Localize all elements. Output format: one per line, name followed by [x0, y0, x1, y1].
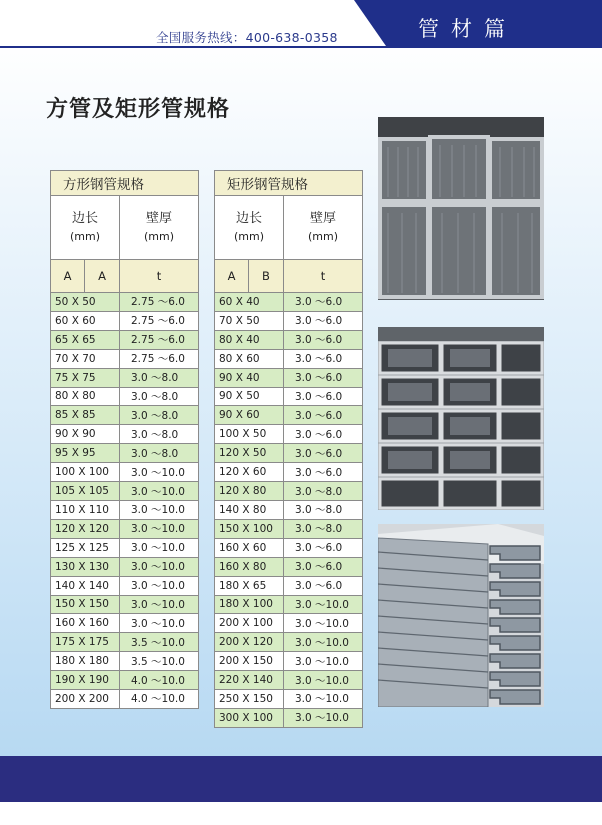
table-row — [215, 633, 363, 652]
size-cell: 150 X 150 — [51, 595, 120, 614]
size-cell: 100 X 100 — [51, 463, 120, 482]
table-row — [51, 482, 199, 501]
size-cell: 90 X 50 — [215, 387, 284, 406]
header-divider — [0, 46, 602, 48]
thickness-cell: 3.0 ～10.0 — [284, 690, 363, 709]
thickness-cell: 2.75 ～6.0 — [120, 330, 199, 349]
size-cell: 105 X 105 — [51, 482, 120, 501]
size-cell: 70 X 70 — [51, 349, 120, 368]
table-row — [215, 708, 363, 727]
thickness-cell: 3.0 ～8.0 — [120, 425, 199, 444]
rect-tube-spec-table — [214, 170, 363, 728]
thickness-cell: 3.0 ～10.0 — [120, 576, 199, 595]
column-header-label: 边长 — [235, 210, 262, 226]
page-title: 方管及矩形管规格 — [46, 97, 231, 122]
thickness-cell: 2.75 ～6.0 — [120, 349, 199, 368]
section-label: 管材篇 — [418, 17, 517, 41]
table-row — [51, 311, 199, 330]
table-row — [215, 293, 363, 312]
thickness-cell: 3.0 ～6.0 — [284, 538, 363, 557]
column-header-unit: (mm) — [233, 229, 264, 243]
thickness-cell: 3.0 ～8.0 — [120, 444, 199, 463]
table-row — [51, 595, 199, 614]
thickness-cell: 3.0 ～8.0 — [284, 500, 363, 519]
table-row — [215, 538, 363, 557]
thickness-cell: 3.0 ～6.0 — [284, 463, 363, 482]
column-header-side — [215, 196, 284, 260]
table-row — [215, 444, 363, 463]
size-cell: 180 X 100 — [215, 595, 284, 614]
size-cell: 110 X 110 — [51, 500, 120, 519]
thickness-cell: 3.0 ～6.0 — [284, 311, 363, 330]
size-cell: 120 X 50 — [215, 444, 284, 463]
table-row — [51, 406, 199, 425]
thickness-cell: 2.75 ～6.0 — [120, 311, 199, 330]
size-cell: 200 X 150 — [215, 652, 284, 671]
table-row — [215, 671, 363, 690]
thickness-cell: 3.0 ～6.0 — [284, 425, 363, 444]
size-cell: 250 X 150 — [215, 690, 284, 709]
service-hotline: 全国服务热线：400-638-0358 — [156, 30, 338, 45]
sub-header-a: A — [51, 260, 85, 293]
sub-header-a: A — [215, 260, 249, 293]
table-row — [215, 652, 363, 671]
table-row — [215, 500, 363, 519]
thickness-cell: 2.75 ～6.0 — [120, 293, 199, 312]
size-cell: 180 X 180 — [51, 652, 120, 671]
size-cell: 90 X 60 — [215, 406, 284, 425]
column-header-thickness — [120, 196, 199, 260]
thickness-cell: 3.0 ～10.0 — [120, 595, 199, 614]
size-cell: 125 X 125 — [51, 538, 120, 557]
table-row — [215, 482, 363, 501]
thickness-cell: 3.0 ～10.0 — [284, 671, 363, 690]
table-row — [51, 500, 199, 519]
size-cell: 175 X 175 — [51, 633, 120, 652]
thickness-cell: 3.0 ～6.0 — [284, 330, 363, 349]
table-title: 方形钢管规格 — [51, 171, 199, 196]
size-cell: 80 X 60 — [215, 349, 284, 368]
table-row — [51, 519, 199, 538]
table-row — [51, 425, 199, 444]
table-row — [215, 330, 363, 349]
size-cell: 80 X 80 — [51, 387, 120, 406]
thickness-cell: 3.5 ～10.0 — [120, 652, 199, 671]
table-row — [215, 576, 363, 595]
table-row — [215, 614, 363, 633]
table-row — [215, 690, 363, 709]
column-header-side — [51, 196, 120, 260]
size-cell: 300 X 100 — [215, 708, 284, 727]
sub-header-t: t — [284, 260, 363, 293]
table-row — [51, 614, 199, 633]
table-row — [215, 311, 363, 330]
thickness-cell: 3.0 ～6.0 — [284, 557, 363, 576]
size-cell: 75 X 75 — [51, 368, 120, 387]
table-row — [215, 595, 363, 614]
thickness-cell: 3.0 ～10.0 — [120, 538, 199, 557]
column-header-unit: (mm) — [144, 229, 175, 243]
size-cell: 100 X 50 — [215, 425, 284, 444]
table-row — [51, 690, 199, 709]
size-cell: 60 X 60 — [51, 311, 120, 330]
table-row — [51, 368, 199, 387]
table-row — [215, 557, 363, 576]
footer-strip — [0, 802, 602, 825]
table-row — [51, 463, 199, 482]
photo-c-channel — [378, 524, 544, 707]
size-cell: 160 X 60 — [215, 538, 284, 557]
size-cell: 130 X 130 — [51, 557, 120, 576]
column-header-unit: (mm) — [308, 229, 339, 243]
column-header-unit: (mm) — [69, 229, 100, 243]
thickness-cell: 3.0 ～10.0 — [120, 482, 199, 501]
size-cell: 90 X 90 — [51, 425, 120, 444]
table-row — [51, 557, 199, 576]
size-cell: 120 X 60 — [215, 463, 284, 482]
sub-header-b: B — [249, 260, 284, 293]
column-header-label: 壁厚 — [310, 210, 337, 226]
table-row — [51, 293, 199, 312]
size-cell: 90 X 40 — [215, 368, 284, 387]
size-cell: 200 X 200 — [51, 690, 120, 709]
size-cell: 50 X 50 — [51, 293, 120, 312]
size-cell: 60 X 40 — [215, 293, 284, 312]
size-cell: 160 X 160 — [51, 614, 120, 633]
thickness-cell: 3.0 ～6.0 — [284, 349, 363, 368]
size-cell: 95 X 95 — [51, 444, 120, 463]
thickness-cell: 3.0 ～6.0 — [284, 368, 363, 387]
size-cell: 200 X 120 — [215, 633, 284, 652]
thickness-cell: 3.0 ～10.0 — [284, 614, 363, 633]
size-cell: 140 X 80 — [215, 500, 284, 519]
table-row — [51, 538, 199, 557]
thickness-cell: 3.0 ～10.0 — [284, 595, 363, 614]
thickness-cell: 3.0 ～10.0 — [120, 463, 199, 482]
table-row — [51, 387, 199, 406]
thickness-cell: 3.0 ～6.0 — [284, 576, 363, 595]
thickness-cell: 3.0 ～10.0 — [284, 708, 363, 727]
table-row — [51, 633, 199, 652]
thickness-cell: 3.0 ～6.0 — [284, 406, 363, 425]
table-row — [51, 349, 199, 368]
table-row — [215, 349, 363, 368]
thickness-cell: 3.0 ～10.0 — [120, 557, 199, 576]
size-cell: 190 X 190 — [51, 671, 120, 690]
size-cell: 150 X 100 — [215, 519, 284, 538]
thickness-cell: 3.0 ～10.0 — [284, 652, 363, 671]
table-row — [51, 330, 199, 349]
thickness-cell: 3.0 ～6.0 — [284, 293, 363, 312]
thickness-cell: 3.0 ～10.0 — [120, 614, 199, 633]
table-row — [51, 444, 199, 463]
size-cell: 85 X 85 — [51, 406, 120, 425]
size-cell: 65 X 65 — [51, 330, 120, 349]
table-row — [215, 387, 363, 406]
thickness-cell: 3.0 ～8.0 — [120, 368, 199, 387]
column-header-label: 壁厚 — [146, 210, 173, 226]
thickness-cell: 3.0 ～8.0 — [284, 482, 363, 501]
table-row — [215, 519, 363, 538]
thickness-cell: 3.0 ～8.0 — [120, 387, 199, 406]
photo-rect-tubes — [378, 327, 544, 510]
sub-header-a: A — [85, 260, 120, 293]
square-tube-spec-table — [50, 170, 199, 709]
size-cell: 180 X 65 — [215, 576, 284, 595]
thickness-cell: 3.0 ～6.0 — [284, 444, 363, 463]
thickness-cell: 4.0 ～10.0 — [120, 690, 199, 709]
size-cell: 120 X 80 — [215, 482, 284, 501]
size-cell: 200 X 100 — [215, 614, 284, 633]
column-header-label: 边长 — [71, 210, 98, 226]
photo-square-tubes — [378, 117, 544, 300]
table-row — [215, 368, 363, 387]
table-row — [51, 671, 199, 690]
thickness-cell: 3.0 ～8.0 — [284, 519, 363, 538]
size-cell: 120 X 120 — [51, 519, 120, 538]
table-row — [51, 576, 199, 595]
size-cell: 160 X 80 — [215, 557, 284, 576]
thickness-cell: 3.0 ～10.0 — [120, 519, 199, 538]
thickness-cell: 3.5 ～10.0 — [120, 633, 199, 652]
column-header-thickness — [284, 196, 363, 260]
size-cell: 220 X 140 — [215, 671, 284, 690]
table-row — [215, 425, 363, 444]
table-row — [215, 463, 363, 482]
thickness-cell: 3.0 ～10.0 — [284, 633, 363, 652]
size-cell: 70 X 50 — [215, 311, 284, 330]
thickness-cell: 4.0 ～10.0 — [120, 671, 199, 690]
size-cell: 80 X 40 — [215, 330, 284, 349]
table-title: 矩形钢管规格 — [215, 171, 363, 196]
thickness-cell: 3.0 ～8.0 — [120, 406, 199, 425]
footer-band — [0, 756, 602, 802]
size-cell: 140 X 140 — [51, 576, 120, 595]
table-row — [51, 652, 199, 671]
thickness-cell: 3.0 ～6.0 — [284, 387, 363, 406]
thickness-cell: 3.0 ～10.0 — [120, 500, 199, 519]
table-row — [215, 406, 363, 425]
sub-header-t: t — [120, 260, 199, 293]
